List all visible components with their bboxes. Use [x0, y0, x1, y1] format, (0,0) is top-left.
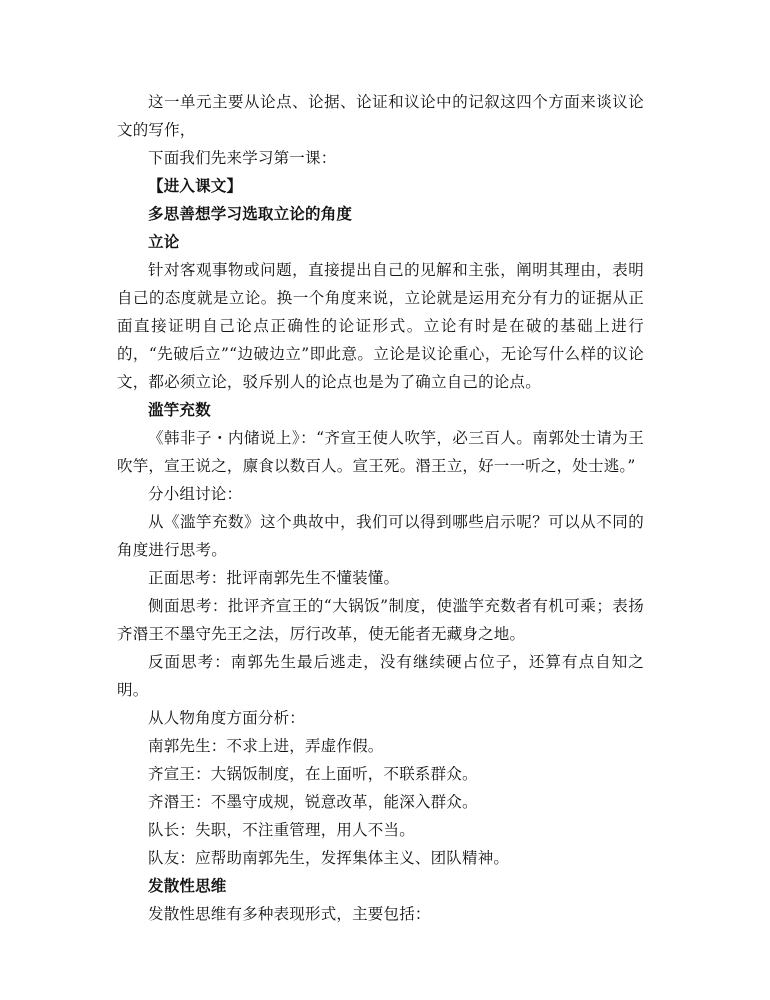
heading-lilun: 立论	[148, 232, 180, 251]
side-thinking-paragraph: 侧面思考：批评齐宣王的“大锅饭”制度，使滥竽充数者有机可乘；表扬齐湣王不墨守先王之法，厉行改革，使无能者无藏身之地。	[117, 597, 644, 643]
character-analysis-label: 从人物角度方面分析：	[148, 709, 306, 727]
character-qimin-line: 齐湣王：不墨守成规，锐意改革，能深入群众。	[148, 793, 478, 811]
reverse-thinking-line: 反面思考：南郭先生最后逃走，没有继续硬占位子，还算有点自知之明。	[117, 653, 644, 699]
document-page	[117, 88, 644, 928]
intro-paragraph: 这一单元主要从论点、论据、论证和议论中的记叙这四个方面来谈议论文的写作，	[117, 93, 644, 139]
character-teammate-line: 队友：应帮助南郭先生，发挥集体主义、团队精神。	[148, 849, 510, 867]
positive-thinking-line: 正面思考：批评南郭先生不懂装懂。	[148, 569, 400, 587]
divergent-thinking-intro: 发散性思维有多种表现形式，主要包括：	[148, 905, 431, 923]
heading-lanyu-chongshu: 滥竽充数	[148, 400, 211, 419]
story-quote-paragraph: 《韩非子・内储说上》：“齐宣王使人吹竽，必三百人。南郭处士请为王吹竽，宣王说之，廪食以数百人。宣王死。湣王立，好一一听之，处士逃。”	[117, 429, 644, 475]
heading-divergent-thinking: 发散性思维	[148, 876, 227, 895]
discussion-question-paragraph: 从《滥竽充数》这个典故中，我们可以得到哪些启示呢？可以从不同的角度进行思考。	[117, 513, 644, 559]
lesson-title: 多思善想学习选取立论的角度	[148, 204, 353, 223]
section-heading-enter-text: 【进入课文】	[148, 176, 243, 195]
character-nanguo-line: 南郭先生：不求上进，弄虚作假。	[148, 737, 384, 755]
group-discussion-label: 分小组讨论：	[148, 485, 243, 503]
lesson-intro-line: 下面我们先来学习第一课：	[148, 149, 337, 167]
character-qixuan-line: 齐宣王：大锅饭制度，在上面听，不联系群众。	[148, 765, 478, 783]
lilun-definition-paragraph: 针对客观事物或问题，直接提出自己的见解和主张，阐明其理由，表明自己的态度就是立论。换一个角度来说，立论就是运用充分有力的证据从正面直接证明自己论点正确性的论证形式。立论有时是在破的基础上进行的，“先破后立”“边破边立”即此意。立论是议论重心，无论写什么样的议论文，都必须立论，驳斥别人的论点也是为了确立自己的论点。	[117, 261, 644, 391]
character-captain-line: 队长：失职，不注重管理，用人不当。	[148, 821, 415, 839]
